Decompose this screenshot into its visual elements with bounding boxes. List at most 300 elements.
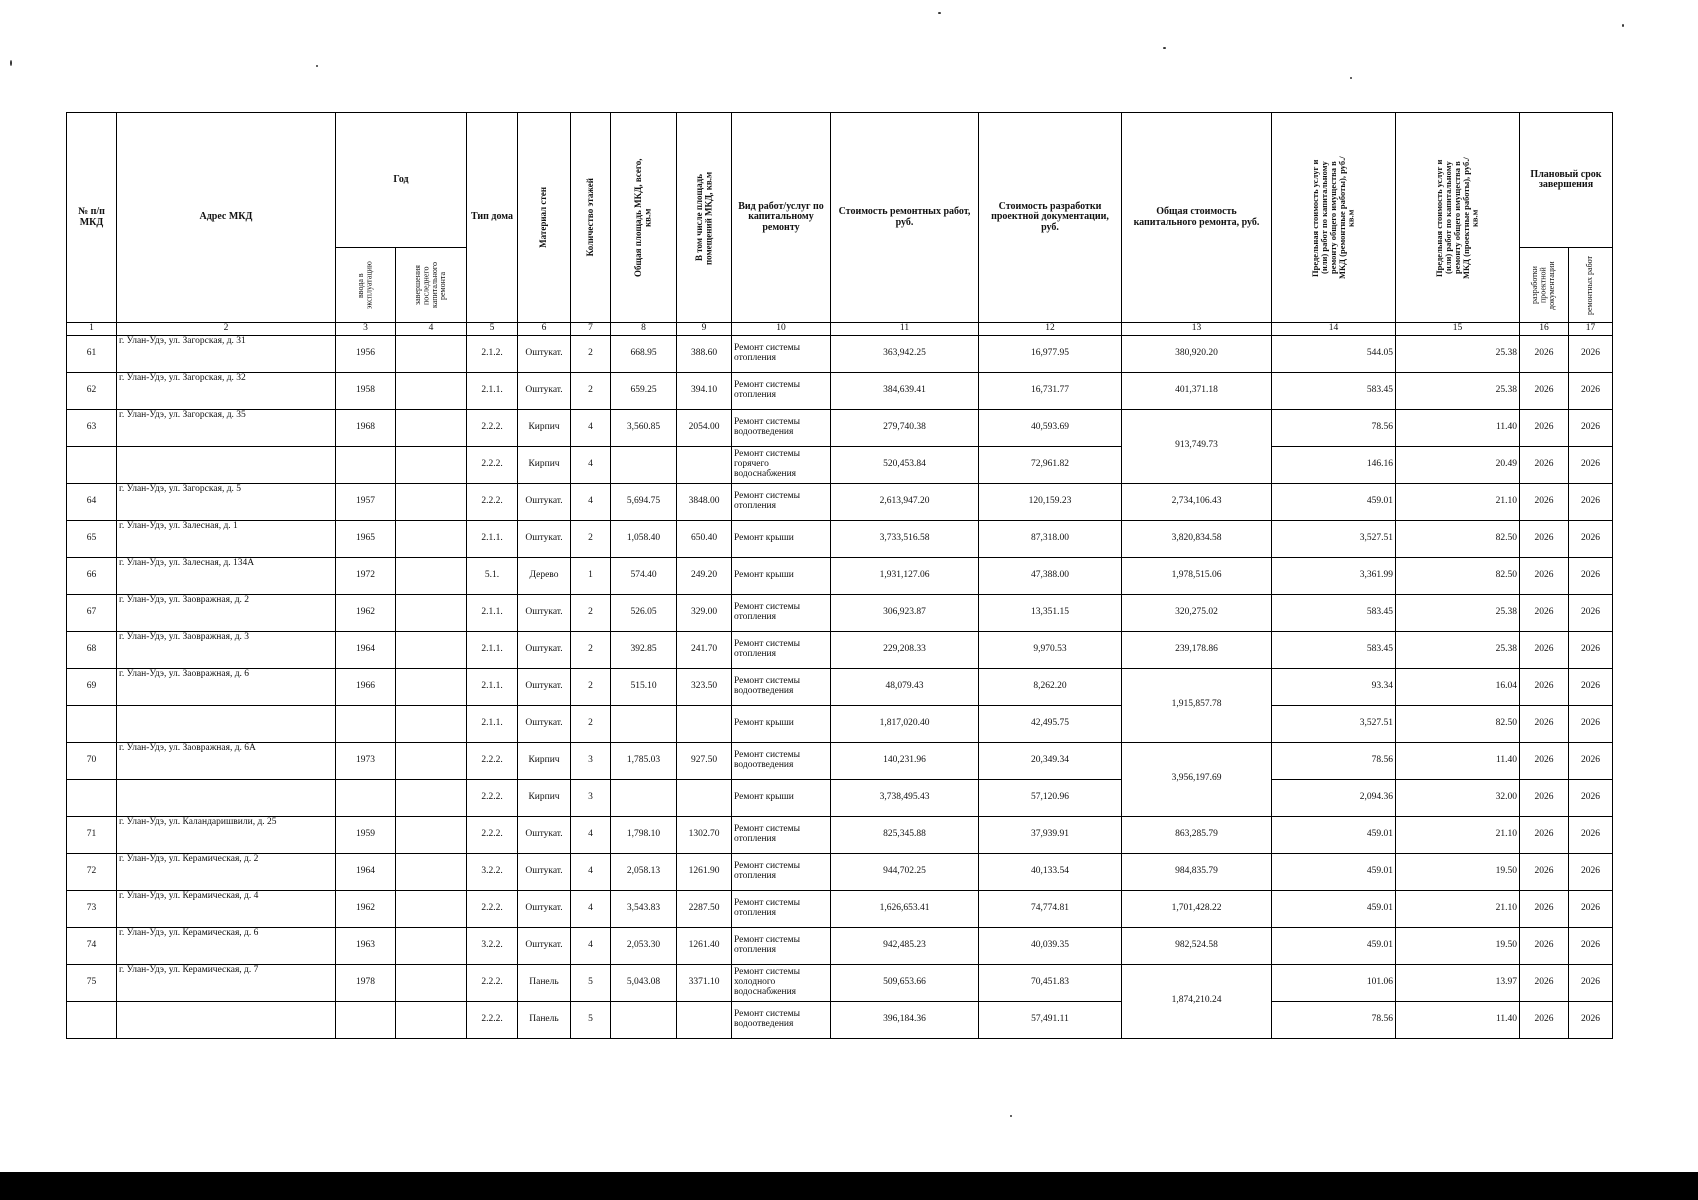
cell-design: 74,774.81 [979, 890, 1122, 927]
cell-year: 1968 [336, 409, 396, 446]
cell-prem: 650.40 [677, 520, 732, 557]
cell-work: Ремонт системы отопления [732, 631, 831, 668]
cell-wall: Оштукат. [518, 890, 571, 927]
column-number: 8 [611, 323, 677, 336]
column-number: 1 [67, 323, 117, 336]
cell-num: 67 [67, 594, 117, 631]
header-premises-area [677, 113, 732, 323]
cell-work: Ремонт крыши [732, 705, 831, 742]
cell-last [396, 520, 467, 557]
cell-wall: Оштукат. [518, 816, 571, 853]
cell-area: 659.25 [611, 372, 677, 409]
cell-design: 57,491.11 [979, 1001, 1122, 1038]
cell-num: 62 [67, 372, 117, 409]
cell-floors: 3 [571, 779, 611, 816]
header-floors [571, 113, 611, 323]
cell-prem: 2287.50 [677, 890, 732, 927]
header-year-commission [336, 248, 396, 323]
cell-wall: Панель [518, 964, 571, 1001]
cell-wall: Кирпич [518, 409, 571, 446]
scan-speck [10, 60, 12, 66]
cell-work: Ремонт системы водоотведения [732, 409, 831, 446]
cell-repair: 1,817,020.40 [831, 705, 979, 742]
cell-total: 320,275.02 [1122, 594, 1272, 631]
cell-last [396, 409, 467, 446]
cell-repair: 279,740.38 [831, 409, 979, 446]
cell-num: 72 [67, 853, 117, 890]
cell-floors: 4 [571, 816, 611, 853]
cell-d1: 2026 [1520, 335, 1569, 372]
cell-last [396, 557, 467, 594]
cell-last [396, 705, 467, 742]
cell-work: Ремонт крыши [732, 557, 831, 594]
cell-d1: 2026 [1520, 964, 1569, 1001]
column-number: 6 [518, 323, 571, 336]
column-number: 15 [1396, 323, 1520, 336]
cell-lim_d: 19.50 [1396, 853, 1520, 890]
column-number: 16 [1520, 323, 1569, 336]
cell-repair: 3,733,516.58 [831, 520, 979, 557]
cell-num [67, 446, 117, 483]
cell-floors: 2 [571, 705, 611, 742]
cell-total: 3,820,834.58 [1122, 520, 1272, 557]
cell-total: 1,978,515.06 [1122, 557, 1272, 594]
cell-total: 1,915,857.78 [1122, 668, 1272, 742]
cell-work: Ремонт системы отопления [732, 816, 831, 853]
cell-type: 3.2.2. [467, 853, 518, 890]
cell-d1: 2026 [1520, 668, 1569, 705]
cell-num: 66 [67, 557, 117, 594]
column-number: 2 [117, 323, 336, 336]
header-limit-repair [1272, 113, 1396, 323]
header-repair-cost: Стоимость ремонтных работ, руб. [831, 113, 979, 323]
cell-prem: 927.50 [677, 742, 732, 779]
cell-area: 526.05 [611, 594, 677, 631]
cell-repair: 306,923.87 [831, 594, 979, 631]
table-row [67, 520, 1613, 557]
cell-wall: Оштукат. [518, 594, 571, 631]
cell-year: 1962 [336, 890, 396, 927]
cell-lim_d: 82.50 [1396, 520, 1520, 557]
cell-wall: Оштукат. [518, 483, 571, 520]
cell-design: 9,970.53 [979, 631, 1122, 668]
scan-speck [1622, 24, 1624, 27]
cell-type: 2.2.2. [467, 964, 518, 1001]
table-row [67, 668, 1613, 705]
cell-work: Ремонт системы отопления [732, 853, 831, 890]
cell-floors: 5 [571, 964, 611, 1001]
cell-d2: 2026 [1569, 594, 1613, 631]
cell-area: 574.40 [611, 557, 677, 594]
cell-last [396, 853, 467, 890]
header-total-area-text: Общая площадь МКД, всего, кв.м [633, 158, 653, 277]
cell-design: 8,262.20 [979, 668, 1122, 705]
cell-address: г. Улан-Удэ, ул. Заовражная, д. 6А [117, 742, 336, 779]
cell-design: 20,349.34 [979, 742, 1122, 779]
cell-year [336, 779, 396, 816]
cell-lim_r: 78.56 [1272, 742, 1396, 779]
cell-num: 70 [67, 742, 117, 779]
column-number: 11 [831, 323, 979, 336]
cell-year: 1964 [336, 631, 396, 668]
cell-d1: 2026 [1520, 557, 1569, 594]
cell-d2: 2026 [1569, 668, 1613, 705]
cell-address: г. Улан-Удэ, ул. Керамическая, д. 4 [117, 890, 336, 927]
cell-prem: 1261.40 [677, 927, 732, 964]
cell-year [336, 446, 396, 483]
cell-prem [677, 705, 732, 742]
cell-area: 668.95 [611, 335, 677, 372]
table-row [67, 853, 1613, 890]
cell-floors: 2 [571, 668, 611, 705]
cell-lim_d: 16.04 [1396, 668, 1520, 705]
cell-prem: 241.70 [677, 631, 732, 668]
cell-address: г. Улан-Удэ, ул. Загорская, д. 35 [117, 409, 336, 446]
cell-last [396, 1001, 467, 1038]
cell-num: 69 [67, 668, 117, 705]
cell-prem: 329.00 [677, 594, 732, 631]
cell-year: 1978 [336, 964, 396, 1001]
header-year-last-repair [396, 248, 467, 323]
cell-floors: 2 [571, 372, 611, 409]
cell-lim_d: 11.40 [1396, 742, 1520, 779]
cell-lim_d: 25.38 [1396, 594, 1520, 631]
cell-lim_r: 146.16 [1272, 446, 1396, 483]
cell-area: 2,058.13 [611, 853, 677, 890]
header-wall-material [518, 113, 571, 323]
repair-register-table [66, 112, 1613, 1039]
header-premises-area-text: В том числе площадь помещений МКД, кв.м [693, 170, 713, 265]
table-row [67, 705, 1613, 742]
cell-wall: Оштукат. [518, 335, 571, 372]
cell-repair: 2,613,947.20 [831, 483, 979, 520]
cell-lim_r: 459.01 [1272, 927, 1396, 964]
cell-total: 982,524.58 [1122, 927, 1272, 964]
cell-repair: 942,485.23 [831, 927, 979, 964]
cell-prem: 388.60 [677, 335, 732, 372]
cell-d2: 2026 [1569, 927, 1613, 964]
cell-total: 1,701,428.22 [1122, 890, 1272, 927]
cell-area: 3,560.85 [611, 409, 677, 446]
cell-work: Ремонт системы отопления [732, 483, 831, 520]
cell-area: 5,043.08 [611, 964, 677, 1001]
header-address: Адрес МКД [117, 113, 336, 323]
cell-design: 47,388.00 [979, 557, 1122, 594]
cell-last [396, 631, 467, 668]
cell-d1: 2026 [1520, 742, 1569, 779]
cell-design: 120,159.23 [979, 483, 1122, 520]
cell-d2: 2026 [1569, 853, 1613, 890]
cell-address: г. Улан-Удэ, ул. Заовражная, д. 2 [117, 594, 336, 631]
header-deadline-design [1520, 248, 1569, 323]
header-house-type: Тип дома [467, 113, 518, 323]
column-number: 7 [571, 323, 611, 336]
cell-design: 40,593.69 [979, 409, 1122, 446]
cell-last [396, 816, 467, 853]
table-row [67, 335, 1613, 372]
cell-d1: 2026 [1520, 446, 1569, 483]
cell-lim_r: 459.01 [1272, 853, 1396, 890]
cell-wall: Оштукат. [518, 520, 571, 557]
cell-num: 75 [67, 964, 117, 1001]
cell-floors: 1 [571, 557, 611, 594]
cell-lim_d: 82.50 [1396, 557, 1520, 594]
table-row [67, 779, 1613, 816]
column-number: 3 [336, 323, 396, 336]
table-row [67, 816, 1613, 853]
cell-num [67, 1001, 117, 1038]
cell-year: 1973 [336, 742, 396, 779]
cell-num [67, 779, 117, 816]
cell-year: 1964 [336, 853, 396, 890]
cell-num: 65 [67, 520, 117, 557]
cell-year [336, 1001, 396, 1038]
header-deadline-repair [1569, 248, 1613, 323]
cell-d2: 2026 [1569, 1001, 1613, 1038]
cell-design: 42,495.75 [979, 705, 1122, 742]
table-row [67, 890, 1613, 927]
cell-floors: 4 [571, 483, 611, 520]
cell-total: 401,371.18 [1122, 372, 1272, 409]
cell-wall: Оштукат. [518, 668, 571, 705]
cell-floors: 2 [571, 594, 611, 631]
cell-area: 1,798.10 [611, 816, 677, 853]
cell-repair: 229,208.33 [831, 631, 979, 668]
cell-address: г. Улан-Удэ, ул. Залесная, д. 134А [117, 557, 336, 594]
table-body [67, 335, 1613, 1038]
cell-last [396, 927, 467, 964]
cell-d2: 2026 [1569, 742, 1613, 779]
cell-wall: Оштукат. [518, 853, 571, 890]
cell-d1: 2026 [1520, 705, 1569, 742]
cell-work: Ремонт системы водоотведения [732, 742, 831, 779]
cell-address [117, 705, 336, 742]
cell-year: 1957 [336, 483, 396, 520]
cell-floors: 2 [571, 631, 611, 668]
cell-repair: 1,931,127.06 [831, 557, 979, 594]
cell-type: 2.2.2. [467, 890, 518, 927]
cell-type: 2.1.1. [467, 668, 518, 705]
cell-prem: 249.20 [677, 557, 732, 594]
cell-floors: 4 [571, 446, 611, 483]
cell-last [396, 668, 467, 705]
cell-repair: 384,639.41 [831, 372, 979, 409]
cell-floors: 5 [571, 1001, 611, 1038]
cell-prem [677, 1001, 732, 1038]
cell-address: г. Улан-Удэ, ул. Заовражная, д. 3 [117, 631, 336, 668]
cell-d2: 2026 [1569, 483, 1613, 520]
cell-lim_d: 11.40 [1396, 409, 1520, 446]
cell-floors: 4 [571, 409, 611, 446]
cell-prem: 323.50 [677, 668, 732, 705]
cell-d2: 2026 [1569, 890, 1613, 927]
cell-repair: 520,453.84 [831, 446, 979, 483]
cell-d2: 2026 [1569, 409, 1613, 446]
cell-lim_r: 101.06 [1272, 964, 1396, 1001]
cell-floors: 4 [571, 927, 611, 964]
header-deadline-repair-text: ремонтных работ [1585, 255, 1595, 315]
cell-prem: 394.10 [677, 372, 732, 409]
cell-repair: 1,626,653.41 [831, 890, 979, 927]
cell-total: 863,285.79 [1122, 816, 1272, 853]
cell-last [396, 372, 467, 409]
column-number-row [67, 323, 1613, 336]
cell-area: 5,694.75 [611, 483, 677, 520]
table-row [67, 409, 1613, 446]
cell-lim_r: 544.05 [1272, 335, 1396, 372]
cell-d2: 2026 [1569, 557, 1613, 594]
cell-prem: 1302.70 [677, 816, 732, 853]
cell-total: 2,734,106.43 [1122, 483, 1272, 520]
cell-address [117, 1001, 336, 1038]
cell-type: 2.2.2. [467, 779, 518, 816]
cell-address: г. Улан-Удэ, ул. Каландаришвили, д. 25 [117, 816, 336, 853]
cell-year: 1958 [336, 372, 396, 409]
cell-type: 2.1.1. [467, 372, 518, 409]
cell-year [336, 705, 396, 742]
header-deadline-design-text: разработки проектной документации [1530, 260, 1557, 310]
header-wall-material-text: Материал стен [538, 187, 549, 248]
cell-type: 2.2.2. [467, 742, 518, 779]
cell-year: 1956 [336, 335, 396, 372]
cell-d1: 2026 [1520, 631, 1569, 668]
cell-work: Ремонт системы водоотведения [732, 668, 831, 705]
cell-area: 2,053.30 [611, 927, 677, 964]
cell-d2: 2026 [1569, 631, 1613, 668]
cell-area [611, 779, 677, 816]
cell-type: 3.2.2. [467, 927, 518, 964]
header-design-cost: Стоимость разработки проектной документации, руб. [979, 113, 1122, 323]
cell-lim_d: 21.10 [1396, 890, 1520, 927]
cell-lim_d: 25.38 [1396, 631, 1520, 668]
cell-year: 1972 [336, 557, 396, 594]
cell-wall: Панель [518, 1001, 571, 1038]
cell-prem: 3848.00 [677, 483, 732, 520]
cell-last [396, 335, 467, 372]
cell-type: 2.1.2. [467, 335, 518, 372]
scan-speck [1350, 77, 1352, 79]
cell-floors: 2 [571, 335, 611, 372]
cell-address: г. Улан-Удэ, ул. Керамическая, д. 7 [117, 964, 336, 1001]
cell-repair: 48,079.43 [831, 668, 979, 705]
table-row [67, 372, 1613, 409]
column-number: 10 [732, 323, 831, 336]
cell-year: 1963 [336, 927, 396, 964]
header-work-type: Вид работ/услуг по капитальному ремонту [732, 113, 831, 323]
cell-d2: 2026 [1569, 816, 1613, 853]
cell-prem [677, 779, 732, 816]
cell-area: 1,058.40 [611, 520, 677, 557]
cell-d1: 2026 [1520, 483, 1569, 520]
cell-num: 74 [67, 927, 117, 964]
cell-design: 40,133.54 [979, 853, 1122, 890]
cell-address: г. Улан-Удэ, ул. Заовражная, д. 6 [117, 668, 336, 705]
cell-area: 515.10 [611, 668, 677, 705]
cell-last [396, 964, 467, 1001]
cell-floors: 4 [571, 890, 611, 927]
cell-year: 1965 [336, 520, 396, 557]
header-deadline: Плановый срок завершения [1520, 113, 1613, 248]
cell-address: г. Улан-Удэ, ул. Загорская, д. 5 [117, 483, 336, 520]
cell-prem [677, 446, 732, 483]
cell-total: 913,749.73 [1122, 409, 1272, 483]
cell-d2: 2026 [1569, 964, 1613, 1001]
cell-lim_d: 25.38 [1396, 372, 1520, 409]
cell-total: 380,920.20 [1122, 335, 1272, 372]
cell-last [396, 483, 467, 520]
cell-work: Ремонт системы отопления [732, 927, 831, 964]
cell-wall: Оштукат. [518, 705, 571, 742]
cell-lim_d: 13.97 [1396, 964, 1520, 1001]
header-floors-text: Количество этажей [584, 178, 595, 257]
table-row [67, 631, 1613, 668]
cell-floors: 2 [571, 520, 611, 557]
cell-lim_r: 459.01 [1272, 890, 1396, 927]
cell-address: г. Улан-Удэ, ул. Загорская, д. 32 [117, 372, 336, 409]
cell-work: Ремонт крыши [732, 779, 831, 816]
cell-d1: 2026 [1520, 409, 1569, 446]
cell-lim_d: 32.00 [1396, 779, 1520, 816]
cell-type: 2.2.2. [467, 409, 518, 446]
table-row [67, 557, 1613, 594]
cell-work: Ремонт системы отопления [732, 890, 831, 927]
cell-lim_r: 3,361.99 [1272, 557, 1396, 594]
cell-d1: 2026 [1520, 594, 1569, 631]
cell-d1: 2026 [1520, 779, 1569, 816]
scan-black-bar [0, 1172, 1698, 1200]
cell-lim_r: 583.45 [1272, 372, 1396, 409]
column-number: 17 [1569, 323, 1613, 336]
cell-work: Ремонт системы отопления [732, 372, 831, 409]
cell-repair: 509,653.66 [831, 964, 979, 1001]
scan-speck [1010, 1115, 1012, 1117]
scan-speck [316, 65, 318, 67]
cell-floors: 3 [571, 742, 611, 779]
cell-d1: 2026 [1520, 520, 1569, 557]
cell-repair: 140,231.96 [831, 742, 979, 779]
cell-wall: Кирпич [518, 742, 571, 779]
cell-design: 13,351.15 [979, 594, 1122, 631]
cell-total: 3,956,197.69 [1122, 742, 1272, 816]
cell-work: Ремонт крыши [732, 520, 831, 557]
cell-repair: 363,942.25 [831, 335, 979, 372]
header-limit-repair-text: Предельная стоимость услуг и (или) работ по капитальному ремонту общего имущества в МКД (ремонтные работы), руб./кв.м [1310, 156, 1356, 279]
cell-type: 2.2.2. [467, 816, 518, 853]
header-limit-design [1396, 113, 1520, 323]
column-number: 9 [677, 323, 732, 336]
cell-design: 16,977.95 [979, 335, 1122, 372]
header-num: № п/п МКД [67, 113, 117, 323]
cell-design: 16,731.77 [979, 372, 1122, 409]
cell-d2: 2026 [1569, 335, 1613, 372]
cell-type: 2.1.1. [467, 520, 518, 557]
cell-num: 71 [67, 816, 117, 853]
cell-d1: 2026 [1520, 816, 1569, 853]
cell-wall: Оштукат. [518, 927, 571, 964]
table-row [67, 927, 1613, 964]
cell-type: 2.1.1. [467, 705, 518, 742]
cell-prem: 1261.90 [677, 853, 732, 890]
cell-last [396, 742, 467, 779]
cell-lim_r: 3,527.51 [1272, 705, 1396, 742]
header-year-last-repair-text: завершения последнего капитального ремонта [413, 262, 448, 308]
cell-d1: 2026 [1520, 1001, 1569, 1038]
cell-work: Ремонт системы горячего водоснабжения [732, 446, 831, 483]
cell-last [396, 890, 467, 927]
cell-type: 2.2.2. [467, 483, 518, 520]
cell-repair: 825,345.88 [831, 816, 979, 853]
cell-lim_d: 21.10 [1396, 816, 1520, 853]
